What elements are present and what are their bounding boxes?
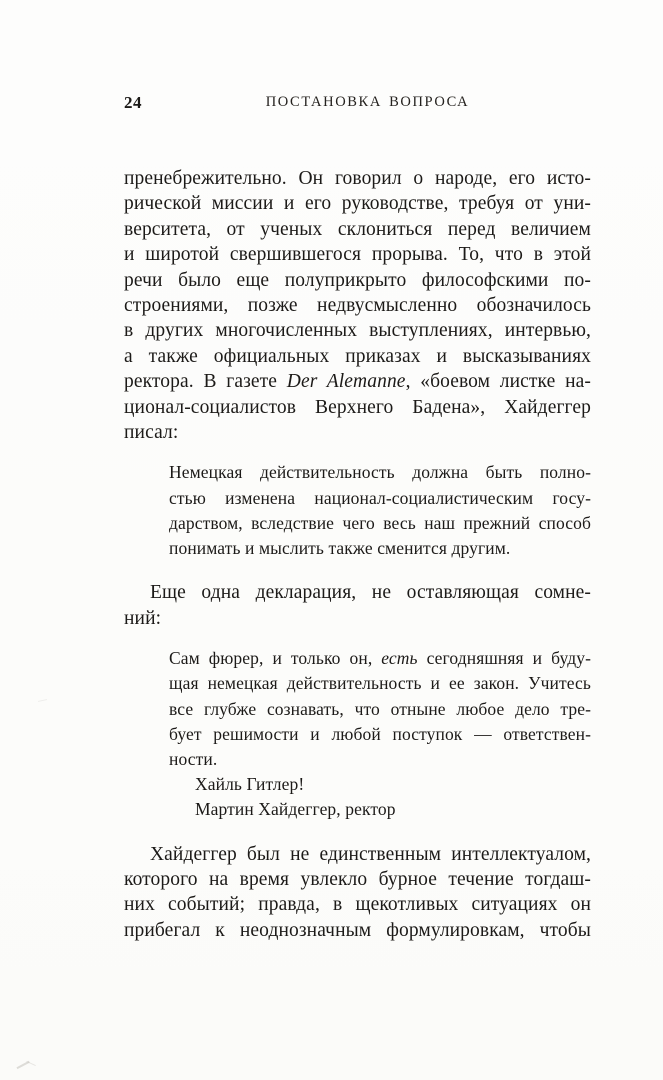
text-segment: понимать и мыслить также сменится другим. bbox=[169, 538, 511, 559]
text-line bbox=[124, 842, 591, 867]
text-segment: сегодняшняя и буду- bbox=[417, 648, 592, 669]
text-line bbox=[169, 747, 591, 772]
text-segment: строениями, позже недвусмысленно обозначилось bbox=[124, 295, 591, 317]
text-line bbox=[124, 318, 591, 343]
paragraph bbox=[124, 166, 591, 445]
text-segment: верситета, от ученых склониться перед величием bbox=[124, 218, 591, 240]
text-line bbox=[124, 420, 591, 445]
text-line bbox=[124, 217, 591, 242]
text-line bbox=[169, 646, 591, 671]
text-segment: ционал-социалистов Верхнего Бадена», Хайдеггер bbox=[124, 396, 591, 418]
text-segment: а также официальных приказах и высказываниях bbox=[124, 345, 591, 367]
italic-text: Der Alemanne bbox=[286, 371, 406, 393]
text-segment: писал: bbox=[124, 422, 179, 444]
text-segment: ности. bbox=[169, 748, 218, 769]
text-segment: дарством, вследствие чего весь наш прежний способ bbox=[169, 512, 591, 533]
text-line bbox=[124, 606, 591, 631]
text-segment: прибегал к неоднозначным формулировкам, чтобы bbox=[124, 919, 591, 941]
text-line bbox=[124, 918, 591, 943]
text-line bbox=[169, 511, 591, 536]
text-segment: все глубже сознавать, что отныне любое дело тре- bbox=[169, 698, 591, 719]
running-header bbox=[124, 93, 591, 115]
text-line bbox=[169, 460, 591, 485]
text-line bbox=[124, 580, 591, 605]
paragraph bbox=[124, 842, 591, 944]
text-segment: которого на время увлекло бурное течение тогдаш- bbox=[124, 868, 591, 890]
text-line bbox=[124, 166, 591, 191]
text-segment: Мартин Хайдеггер, ректор bbox=[195, 799, 396, 820]
text-line bbox=[169, 697, 591, 722]
text-line bbox=[124, 191, 591, 216]
text-line bbox=[124, 344, 591, 369]
text-segment: ректора. В газете bbox=[124, 371, 287, 393]
text-line bbox=[169, 536, 591, 561]
text-line bbox=[124, 867, 591, 892]
text-segment: Немецкая действительность должна быть полно- bbox=[169, 462, 591, 483]
text-line bbox=[169, 797, 591, 822]
text-segment: пренебрежительно. Он говорил о народе, его исто- bbox=[124, 168, 591, 189]
text-segment: ний: bbox=[124, 607, 162, 629]
text-segment: речи было еще полуприкрыто философскими по- bbox=[124, 269, 591, 291]
text-segment: стью изменена национал-социалистическим госу- bbox=[169, 487, 591, 508]
text-segment: Еще одна декларация, не оставляющая сомне- bbox=[150, 582, 591, 604]
text-line bbox=[169, 671, 591, 696]
text-segment: и широтой свершившегося прорыва. То, что в этой bbox=[124, 244, 591, 266]
scan-artifact bbox=[26, 1061, 36, 1066]
text-segment: в других многочисленных выступлениях, интервью, bbox=[124, 320, 591, 342]
text-segment: бует решимости и любой поступок — ответствен- bbox=[169, 723, 591, 744]
block-quote bbox=[124, 646, 591, 822]
text-line bbox=[124, 369, 591, 394]
block-quote bbox=[124, 460, 591, 561]
text-segment: них событий; правда, в щекотливых ситуациях он bbox=[124, 894, 591, 916]
running-head-title: ПОСТАНОВКА ВОПРОСА bbox=[265, 94, 470, 110]
text-line bbox=[124, 395, 591, 420]
text-line bbox=[169, 486, 591, 511]
text-line bbox=[124, 293, 591, 318]
text-line bbox=[169, 722, 591, 747]
text-segment: , «боевом листке на- bbox=[405, 371, 591, 393]
text-segment: щая немецкая действительность и ее закон. Учитесь bbox=[169, 673, 591, 694]
page-number: 24 bbox=[124, 93, 142, 112]
text-line bbox=[169, 772, 591, 797]
text-line bbox=[124, 892, 591, 917]
text-blocks bbox=[124, 166, 591, 943]
text-segment: Сам фюрер, и только он, bbox=[169, 648, 382, 669]
scan-artifact bbox=[38, 699, 47, 702]
text-segment: Хайль Гитлер! bbox=[195, 774, 305, 795]
text-segment: Хайдеггер был не единственным интеллектуалом, bbox=[150, 843, 591, 865]
italic-text: есть bbox=[381, 648, 418, 669]
text-line bbox=[124, 242, 591, 267]
paragraph bbox=[124, 580, 591, 631]
text-line bbox=[124, 268, 591, 293]
text-segment: рической миссии и его руководстве, требуя от уни- bbox=[124, 193, 591, 215]
